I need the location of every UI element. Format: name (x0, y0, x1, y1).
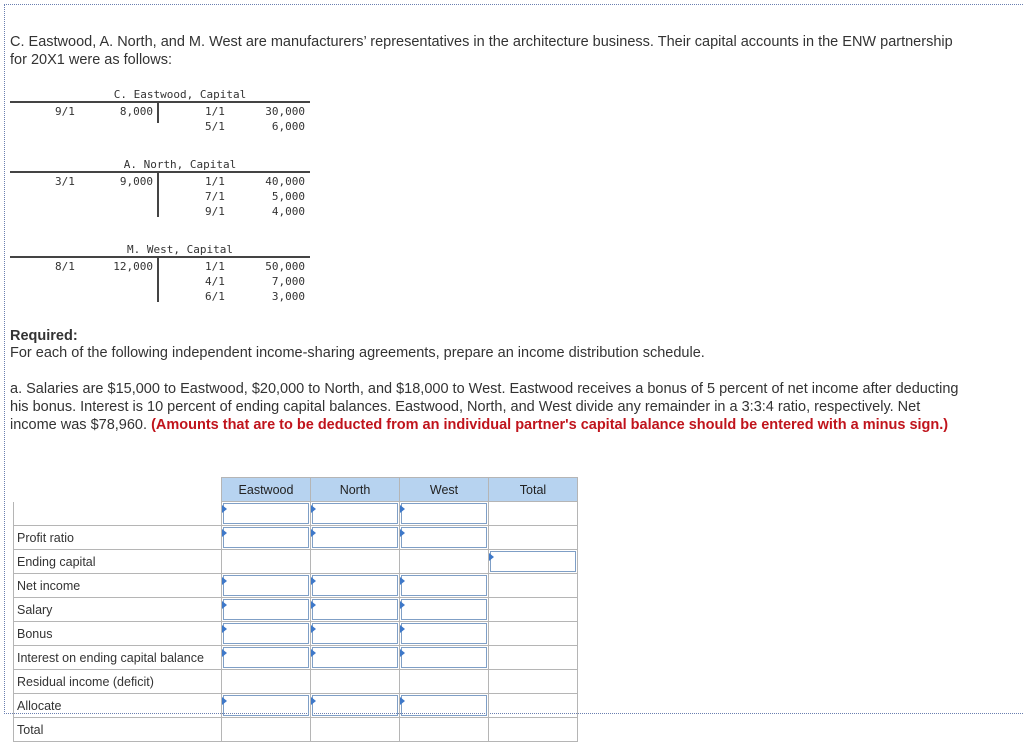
row-label-residual: Residual income (deficit) (14, 670, 222, 694)
row-label-profit-ratio: Profit ratio (14, 526, 222, 550)
blank-eastwood-input[interactable] (222, 502, 311, 526)
table-row (14, 670, 578, 694)
credit-amount: 50,000 (265, 260, 305, 273)
profit-ratio-eastwood-input[interactable] (222, 526, 311, 550)
table-row (14, 574, 578, 598)
credit-amount: 7,000 (271, 275, 305, 288)
row-label-total: Total (14, 718, 222, 742)
profit-ratio-west-input[interactable] (400, 526, 489, 550)
credit-date: 5/1 (205, 120, 225, 133)
income-distribution-schedule (13, 477, 578, 742)
intro-text: C. Eastwood, A. North, and M. West are manufacturers’ representatives in the architecture business. Their capital accounts in the ENW partnership for 20X1 were as follows: (10, 34, 953, 68)
allocate-west-input[interactable] (400, 694, 489, 718)
row-label-bonus: Bonus (14, 622, 222, 646)
part-a-body: a. Salaries are $15,000 to Eastwood, $20,000 to North, and $18,000 to West. Eastwood receives a bonus of 5 percent of net income after deducting his bonus. Interest is 10 percent of ending capital balances. Eastwood, North, and West divide any remainder in a 3:3:4 ratio, respectively. Net income was $78,960. (10, 381, 959, 433)
credit-date: 1/1 (205, 175, 225, 188)
row-label-ending-capital: Ending capital (14, 550, 222, 574)
salary-north-input[interactable] (311, 598, 400, 622)
interest-west-input[interactable] (400, 646, 489, 670)
credit-amount: 4,000 (271, 205, 305, 218)
net-income-west-input[interactable] (400, 574, 489, 598)
blank-north-input[interactable] (311, 502, 400, 526)
net-income-north-input[interactable] (311, 574, 400, 598)
table-row (14, 526, 578, 550)
debit-amount: 8,000 (119, 105, 153, 118)
credit-date: 6/1 (205, 290, 225, 303)
credit-date: 1/1 (205, 260, 225, 273)
profit-ratio-north-input[interactable] (311, 526, 400, 550)
part-a-text (10, 380, 960, 434)
debit-amount: 9,000 (119, 175, 153, 188)
t-account-west (10, 243, 310, 306)
salary-eastwood-input[interactable] (222, 598, 311, 622)
required-text: For each of the following independent income-sharing agreements, prepare an income distribution schedule. (10, 345, 705, 361)
table-row (14, 622, 578, 646)
debit-date: 8/1 (55, 260, 75, 273)
col-header-north: North (311, 478, 400, 502)
table-row (14, 502, 578, 526)
credit-amount: 5,000 (271, 190, 305, 203)
debit-amount: 12,000 (113, 260, 153, 273)
credit-date: 1/1 (205, 105, 225, 118)
bonus-west-input[interactable] (400, 622, 489, 646)
blank-west-input[interactable] (400, 502, 489, 526)
t-account-divider (157, 258, 159, 302)
interest-eastwood-input[interactable] (222, 646, 311, 670)
credit-amount: 6,000 (271, 120, 305, 133)
col-header-eastwood: Eastwood (222, 478, 311, 502)
required-section (10, 328, 705, 362)
table-row (14, 550, 578, 574)
row-label-allocate: Allocate (14, 694, 222, 718)
part-a-note: (Amounts that are to be deducted from an individual partner's capital balance should be entered with a minus sign.) (151, 417, 949, 433)
debit-date: 3/1 (55, 175, 75, 188)
allocate-north-input[interactable] (311, 694, 400, 718)
interest-north-input[interactable] (311, 646, 400, 670)
credit-amount: 40,000 (265, 175, 305, 188)
row-label-net-income: Net income (14, 574, 222, 598)
table-row (14, 694, 578, 718)
net-income-eastwood-input[interactable] (222, 574, 311, 598)
schedule-header-row (14, 478, 578, 502)
allocate-eastwood-input[interactable] (222, 694, 311, 718)
row-label-salary: Salary (14, 598, 222, 622)
col-header-west: West (400, 478, 489, 502)
credit-date: 7/1 (205, 190, 225, 203)
table-row (14, 598, 578, 622)
credit-amount: 30,000 (265, 105, 305, 118)
t-account-title: C. Eastwood, Capital (10, 88, 310, 103)
required-heading: Required: (10, 328, 78, 344)
bonus-eastwood-input[interactable] (222, 622, 311, 646)
row-label-interest: Interest on ending capital balance (14, 646, 222, 670)
ending-capital-total-input[interactable] (489, 550, 578, 574)
t-account-title: M. West, Capital (10, 243, 310, 258)
t-account-divider (157, 103, 159, 123)
salary-west-input[interactable] (400, 598, 489, 622)
table-row (14, 718, 578, 742)
col-header-total: Total (489, 478, 578, 502)
table-row (14, 646, 578, 670)
credit-date: 9/1 (205, 205, 225, 218)
t-account-eastwood (10, 88, 310, 135)
credit-amount: 3,000 (271, 290, 305, 303)
debit-date: 9/1 (55, 105, 75, 118)
credit-date: 4/1 (205, 275, 225, 288)
t-account-divider (157, 173, 159, 217)
t-account-north (10, 158, 310, 221)
bonus-north-input[interactable] (311, 622, 400, 646)
t-account-title: A. North, Capital (10, 158, 310, 173)
